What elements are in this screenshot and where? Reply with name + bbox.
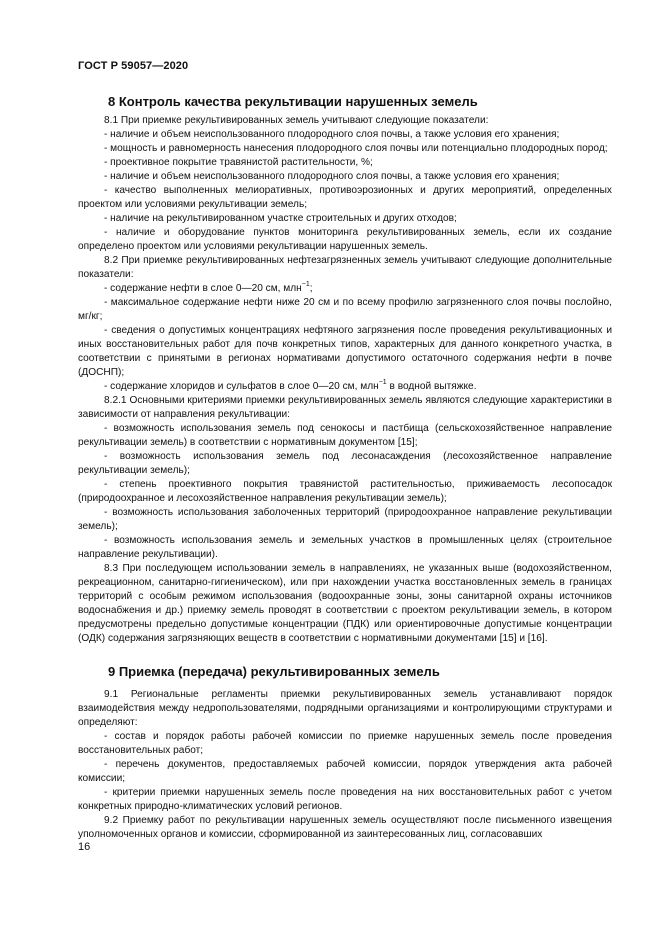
list-item: - критерии приемки нарушенных земель после проведения на них восстановительных работ с учетом конкретных природно-климатических условий регионов.	[78, 787, 612, 812]
list-item: - содержание нефти в слое 0—20 см, млн$^{-1}$;	[104, 280, 313, 294]
section-8-body	[78, 114, 612, 646]
list-item: - наличие и объем неиспользованного плодородного слоя почвы, а также условия его хранения;	[104, 129, 560, 140]
list-item: - степень проективного покрытия травянистой растительностью, приживаемость лесопосадок (природоохранное и лесохозяйственное направления рекультивации земель);	[78, 479, 612, 504]
paragraph-8-2: 8.2 При приемке рекультивированных нефтезагрязненных земель учитывают следующие дополнительные показатели:	[78, 255, 612, 280]
list-item: - возможность использования земель под лесонасаждения (лесохозяйственное направление рекультивации земель);	[78, 451, 612, 476]
list-item: - наличие на рекультивированном участке строительных и других отходов;	[104, 213, 457, 224]
paragraph-9-2: 9.2 Приемку работ по рекультивации нарушенных земель осуществляют после письменного извещения уполномоченных органов и комиссии, сформированной из заинтересованных лиц, согласовавших	[78, 815, 612, 840]
list-item: - перечень документов, предоставляемых рабочей комиссии, порядок утверждения акта рабочей комиссии;	[78, 759, 612, 784]
list-item: - проективное покрытие травянистой растительности, %;	[104, 157, 373, 168]
list-item: - наличие и объем неиспользованного плодородного слоя почвы, а также условия его хранения;	[104, 171, 560, 182]
document-code: ГОСТ Р 59057—2020	[78, 60, 189, 72]
list-item: - мощность и равномерность нанесения плодородного слоя почвы или потенциально плодородных пород;	[104, 143, 608, 154]
list-item: - содержание хлоридов и сульфатов в слое 0—20 см, млн$^{-1}$ в водной вытяжке.	[104, 378, 477, 392]
paragraph-9-1: 9.1 Региональные регламенты приемки рекультивированных земель устанавливают порядок взаимодействия между недропользователями, подрядными организациями и контролирующими структурами и определяют:	[78, 689, 612, 728]
paragraph-8-2-1: 8.2.1 Основными критериями приемки рекультивированных земель являются следующие характеристики в зависимости от направления рекультивации:	[78, 395, 612, 420]
paragraph-8-1: 8.1 При приемке рекультивированных земель учитывают следующие показатели:	[104, 115, 489, 126]
section-9-body	[78, 688, 612, 842]
list-item: - состав и порядок работы рабочей комиссии по приемке нарушенных земель после проведения восстановительных работ;	[78, 731, 612, 756]
page-number: 16	[78, 841, 91, 853]
list-item: - возможность использования земель под сенокосы и пастбища (сельскохозяйственное направление рекультивации земель) в соответствии с нормативным документом [15];	[78, 423, 612, 448]
paragraph-8-3: 8.3 При последующем использовании земель в направлениях, не указанных выше (водохозяйственном, рекреационном, санитарно-гигиеническом), или при нахождении участка восстановленных земель в границах территорий с особым режимом использования (водоохранные зоны, зоны санитарной охраны источников водоснабжения и др.) приемку земель проводят в соответствии с проектом рекультивации земель, в котором предусмотрены предельно допустимые концентрации (ПДК) или ориентировочные допустимые концентрации (ОДК) содержания загрязняющих веществ в соответствии с нормативными документами [15] и [16].	[78, 563, 612, 644]
section-9-title: 9 Приемка (передача) рекультивированных земель	[108, 664, 440, 679]
list-item: - возможность использования земель и земельных участков в промышленных целях (строительное направление рекультивации).	[78, 535, 612, 560]
list-item: - максимальное содержание нефти ниже 20 см и по всему профилю загрязненного слоя почвы послойно, мг/кг;	[78, 297, 612, 322]
list-item: - сведения о допустимых концентрациях нефтяного загрязнения после проведения рекультивационных и иных восстановительных работ для почв конкретных типов, характерных для данного конкретного участка, в соответствии с принятыми в регионах нормативами допустимого остаточного содержания нефти в почве (ДОСНП);	[78, 325, 612, 378]
section-8-title: 8 Контроль качества рекультивации нарушенных земель	[108, 94, 478, 109]
list-item: - наличие и оборудование пунктов мониторинга рекультивированных земель, если их создание определено проектом или условиями рекультивации нарушенных земель.	[78, 227, 612, 252]
list-item: - качество выполненных мелиоративных, противоэрозионных и других мероприятий, определенных проектом или условиями рекультивации земель;	[78, 185, 612, 210]
list-item: - возможность использования заболоченных территорий (природоохранное направление рекультивации земель);	[78, 507, 612, 532]
